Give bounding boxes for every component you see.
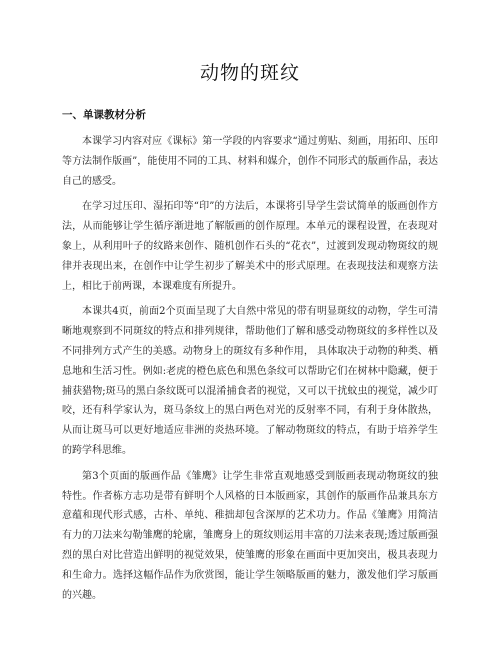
paragraph-animal-patterns: 本课共4页，前面2个页面呈现了大自然中常见的带有明显斑纹的动物，学生可清晰地观察到不同斑纹的特点和排列规律，帮助他们了解和感受动物斑纹的多样性以及不同排列方式产生的美感。动物身上的斑纹有多种作用， 具体取决于动物的种类、栖息地和生活习性。例如:老虎的橙色底色和黑色条纹可以帮助它们在树林中隐藏，便于捕获猎物;斑马的黑白条纹既可以混淆捕食者的视觉，又可以干扰蚊虫的视觉，减少叮咬，还有科学家认为，斑马条纹上的黑白两色对光的反射率不同，有利于身体散热，从而让斑马可以更好地适应非洲的炎热环境。了解动物斑纹的特点，有助于培养学生的跨学科思维。 [62, 306, 438, 456]
section-heading: 一、单课教材分析 [62, 109, 146, 121]
paragraph-curriculum: 本课学习内容对应《课标》第一学段的内容要求“通过剪贴、刻画，用拓印、压印等方法制作版画”，能使用不同的工具、材料和媒介，创作不同形式的版画作品，表达自己的感受。 [62, 136, 438, 187]
paragraph-artwork-eaglet: 第3个页面的版画作品《雏鹰》让学生非常直观地感受到版画表现动物斑纹的独特性。作者栋方志功是带有鲜明个人风格的日本版画家，其创作的版画作品兼具东方意蕴和现代形式感，古朴、单纯、稚拙却包含深厚的艺术功力。作品《雏鹰》用简洁有力的刀法来勾勒雏鹰的轮廓，雏鹰身上的斑纹则运用丰富的刀法来表现;透过版画强烈的黑白对比营造出鲜明的视觉效果，使雏鹰的形象在画面中更加突出，极具表现力和生命力。选择这幅作品作为欣赏图，能让学生领略版画的魅力，激发他们学习版画的兴趣。 [62, 470, 438, 601]
document-title: 动物的斑纹 [199, 62, 300, 84]
paragraph-unit-design: 在学习过压印、湿拓印等“印”的方法后，本课将引导学生尝试简单的版画创作方法，从而能够让学生循序渐进地了解版画的创作原理。本单元的课程设置，在表现对象上，从利用叶子的纹路来创作、随机创作石头的“花衣”，过渡到发现动物斑纹的规律并表现出来，在创作中让学生初步了解美术中的形式原理。在表现技法和观察方法上，相比于前两课，本课难度有所提升。 [62, 201, 438, 292]
section-teaching-analysis [62, 107, 438, 605]
